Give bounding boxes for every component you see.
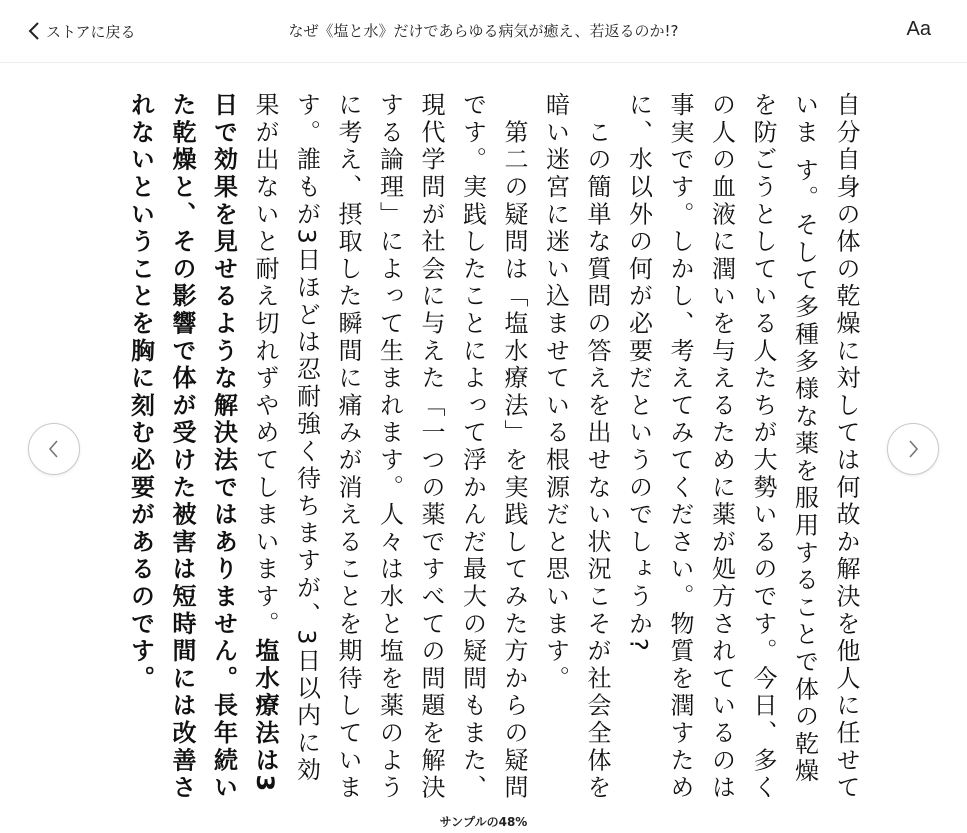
back-to-store-button[interactable] — [28, 19, 136, 43]
chevron-right-icon — [907, 439, 919, 459]
chevron-left-icon — [28, 21, 40, 41]
top-bar — [0, 0, 967, 63]
sample-progress-label: サンプルの48% — [439, 815, 528, 829]
paragraph-1: 自分自身の体の乾燥に対しては何故か解決を他人に任せていま す。そして多種多様な薬を服用することで体の乾燥を防ごうとしている人たちが大勢いるのです。今日、多くの人の血液に潤いを与えるために薬が処方されているのは事実です。しかし、考えてみてください。物質を潤すために、水以外の何が必要だというのでしょうか? — [624, 92, 860, 802]
next-page-button[interactable] — [887, 423, 939, 475]
previous-page-button[interactable] — [28, 423, 80, 475]
chevron-left-icon — [48, 439, 60, 459]
paragraph-3 — [119, 92, 534, 802]
back-label: ストアに戻る — [46, 22, 136, 41]
book-title: なぜ《塩と水》だけであらゆる病気が癒え、若返るのか!? — [288, 22, 679, 40]
paragraph-3-text: 第二の疑問は「塩水療法」を実践してみた方からの疑問です。実践したことによって浮かんだ最大の疑問もまた、現代学問が社会に与えた「一つの薬ですべての問題を解決する論理」によって生まれます。人々は水と塩を薬のように考え、摂取した瞬間に痛みが消えることを期待しています。誰もが3日ほどは忍耐強く待ちますが、3日以内に効果が出ないと耐え切れずやめてしまいます。 — [251, 92, 528, 802]
paragraph-2-text: この簡単な質問の答えを出せない状況こそが社会全体を暗い迷宮に迷い込ませている根源だと思います。 — [541, 92, 611, 802]
paragraph-2 — [534, 92, 617, 802]
vertical-text-body — [96, 92, 866, 802]
reading-page — [96, 92, 866, 802]
paragraph-3-bold: 塩水療法は3日で効果を見せるような解決法ではありません。長年続いた乾燥と、その影響で体が受けた被害は短時間には改善されないということを胸に刻む必要があるのです。 — [126, 92, 279, 802]
font-settings-button[interactable]: Aa — [906, 18, 931, 40]
